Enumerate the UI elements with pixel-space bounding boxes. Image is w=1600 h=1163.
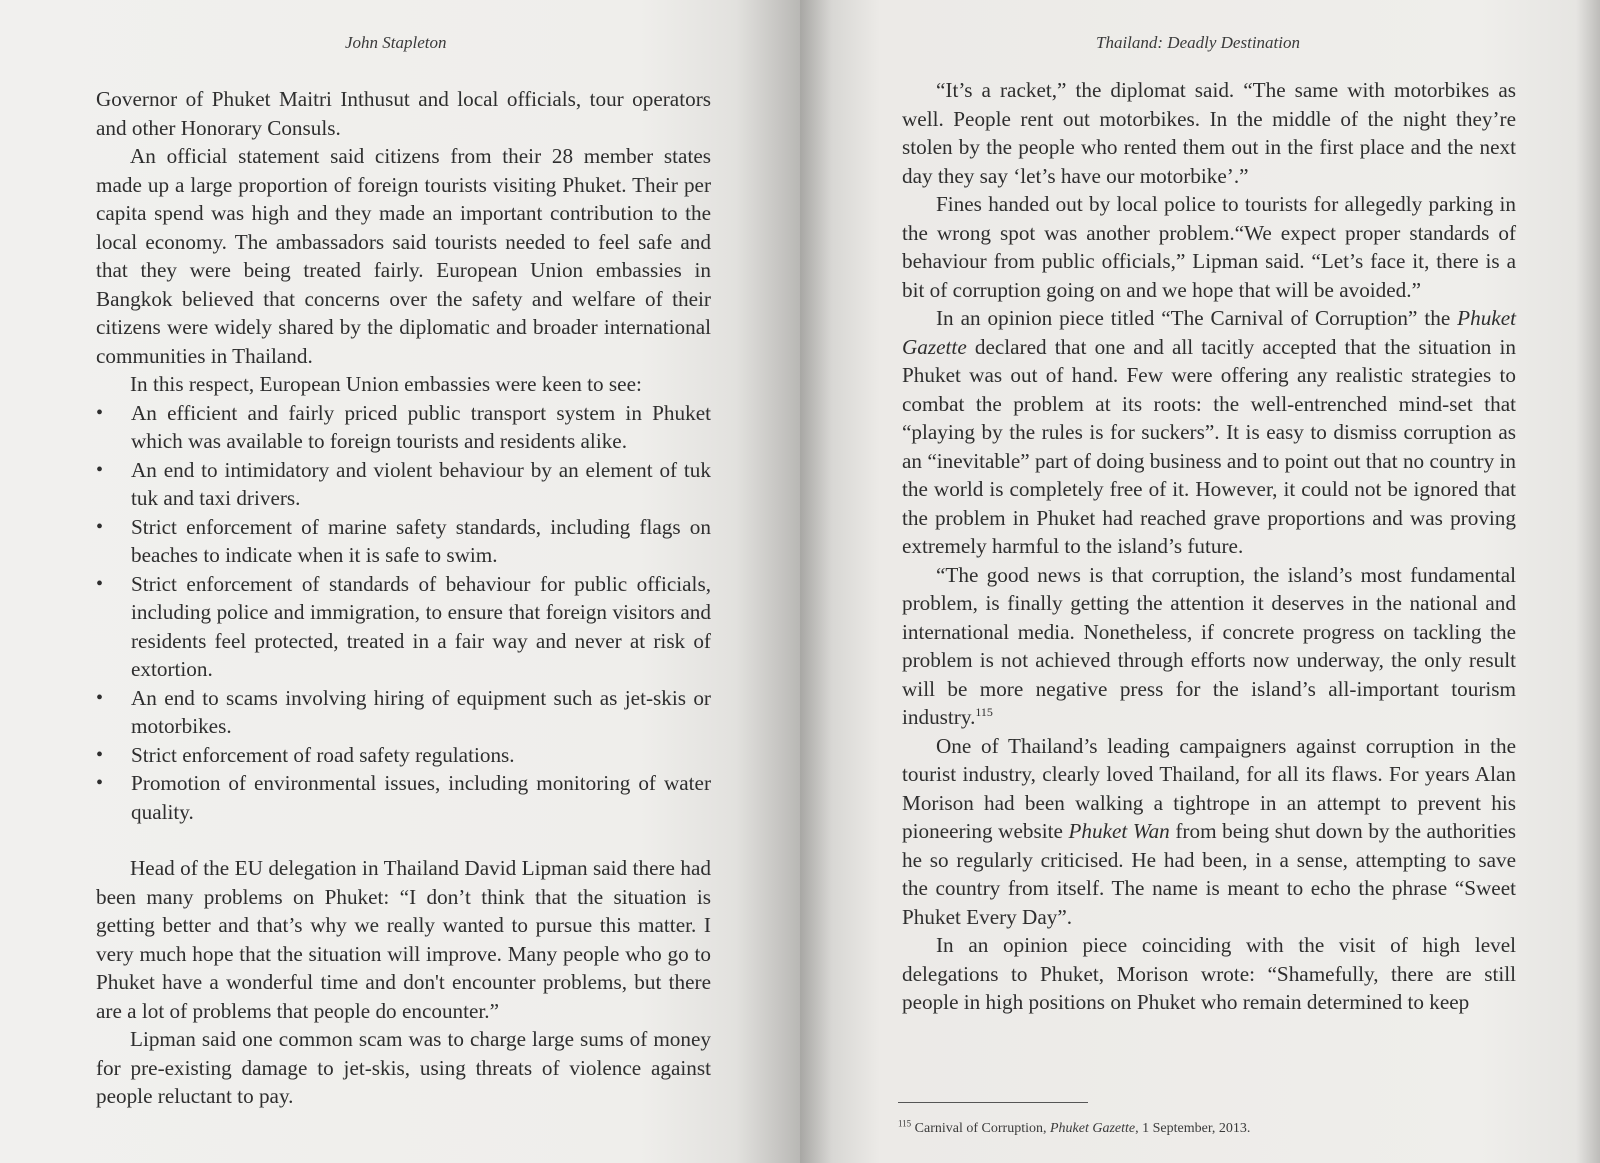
right-body-text xyxy=(902,76,1516,1017)
footnote-text: , 1 September, 2013. xyxy=(1135,1121,1251,1136)
paragraph: Governor of Phuket Maitri Inthusut and local officials, tour operators and other Honorary Consuls. xyxy=(96,87,711,140)
bullet-icon: • xyxy=(96,515,104,538)
footnote-number: 115 xyxy=(898,1118,912,1129)
bullet-icon: • xyxy=(96,458,104,481)
paragraph xyxy=(902,732,1516,932)
paragraph-text: In an opinion piece titled “The Carnival of Corruption” the xyxy=(936,306,1458,330)
bullet-icon: • xyxy=(96,572,104,595)
website-title: Phuket Wan xyxy=(1068,819,1170,843)
paragraph-text: “The good news is that corruption, the island’s most fundamental problem, is finally getting the attention it deserves in the national and international media. Nonetheless, if concrete progress on tackling the problem is not achieved through efforts now underway, the only result will be more negative press for the island’s all-important tourism industry. xyxy=(902,562,1516,729)
paragraph: In an opinion piece coinciding with the visit of high level delegations to Phuket, Morison wrote: “Shamefully, there are still people in high positions on Phuket who remain determined to keep xyxy=(902,933,1516,1014)
bullet-icon: • xyxy=(96,743,104,766)
list-item xyxy=(96,399,711,456)
list-item-text: An efficient and fairly priced public transport system in Phuket which was available to foreign tourists and residents alike. xyxy=(131,400,711,453)
paragraph: Head of the EU delegation in Thailand David Lipman said there had been many problems on Phuket: “I don’t think that the situation is getting better and that’s why we really wanted to pursue this matter. I very much hope that the situation will improve. Many people who go to Phuket have a wonderful time and don't encounter problems, but there are a lot of problems that people do encounter.” xyxy=(96,856,711,1023)
bullet-icon: • xyxy=(96,772,104,794)
footnote-divider xyxy=(898,1102,1088,1103)
list-item xyxy=(96,684,711,741)
list-item-text: Strict enforcement of standards of behaviour for public officials, including police and immigration, to ensure that foreign visitors and residents feel protected, treated in a fair way and never at risk of extortion. xyxy=(131,571,711,681)
paragraph-text: One of Thailand’s leading campaigners against corruption in the tourist industry, clearly loved Thailand, for all its flaws. For years Alan Morison had been walking a tightrope in an attempt to prevent his pioneering website xyxy=(902,733,1516,843)
footnote xyxy=(898,1118,1251,1137)
list-item-text: Strict enforcement of road safety regulations. xyxy=(131,742,515,767)
paragraph xyxy=(902,304,1516,561)
list-item xyxy=(96,769,711,826)
bullet-icon: • xyxy=(96,401,104,424)
paragraph: “It’s a racket,” the diplomat said. “The same with motorbikes as well. People rent out motorbikes. In the middle of the night they’re stolen by the people who rented them out in the first place and the next day they say ‘let’s have our motorbike’.” xyxy=(902,78,1516,188)
paragraph-text: declared that one and all tacitly accepted that the situation in Phuket was out of hand. Few were offering any realistic strategies to combat the problem at its roots: the well-entrenched mind-set that “playing by the rules is for suckers”. It is easy to dismiss corruption as an “inevitable” part of doing business and to point out that no country in the world is completely free of it. However, it could not be ignored that the problem in Phuket had reached grave proportions and was proving extremely harmful to the island’s future. xyxy=(902,334,1516,558)
footnote-publication: Phuket Gazette xyxy=(1049,1121,1136,1136)
running-head-title: Thailand: Deadly Destination xyxy=(1096,33,1300,52)
list-item-text: Promotion of environmental issues, including monitoring of water quality. xyxy=(131,771,711,824)
publication-title: Phuket Gazette xyxy=(902,306,1516,359)
list-item-text: An end to intimidatory and violent behaviour by an element of tuk tuk and taxi drivers. xyxy=(131,457,711,510)
paragraph-text: from being shut down by the authorities he so regularly criticised. He had been, in a sense, attempting to save the country from itself. The name is meant to echo the phrase “Sweet Phuket Every Day”. xyxy=(902,819,1516,929)
list-item xyxy=(96,741,711,770)
running-head-author: John Stapleton xyxy=(345,33,447,52)
left-body-text xyxy=(96,85,711,1111)
paragraph xyxy=(902,561,1516,732)
paragraph: An official statement said citizens from their 28 member states made up a large proportion of foreign tourists visiting Phuket. Their per capita spend was high and they made an important contribution to the local economy. The ambassadors said tourists needed to feel safe and that they were being treated fairly. European Union embassies in Bangkok believed that concerns over the safety and welfare of their citizens were widely shared by the diplomatic and broader international communities in Thailand. xyxy=(96,144,711,368)
paragraph: Fines handed out by local police to tourists for allegedly parking in the wrong spot was another problem.“We expect proper standards of behaviour from public officials,” Lipman said. “Let’s face it, there is a bit of corruption going on and we hope that will be avoided.” xyxy=(902,192,1516,302)
list-item-text: An end to scams involving hiring of equipment such as jet-skis or motorbikes. xyxy=(131,685,711,738)
paragraph: Lipman said one common scam was to charge large sums of money for pre-existing damage to jet-skis, using threats of violence against people reluctant to pay. xyxy=(96,1027,711,1108)
footnote-reference[interactable]: 115 xyxy=(975,704,993,719)
footnote-text: Carnival of Corruption, xyxy=(911,1121,1050,1136)
list-item xyxy=(96,513,711,570)
right-page xyxy=(800,0,1600,1163)
bullet-icon: • xyxy=(96,686,104,709)
list-item xyxy=(96,456,711,513)
section-gap xyxy=(96,826,711,854)
list-item xyxy=(96,570,711,684)
bullet-list xyxy=(96,399,711,827)
paragraph: In this respect, European Union embassies were keen to see: xyxy=(130,372,642,396)
list-item-text: Strict enforcement of marine safety standards, including flags on beaches to indicate when it is safe to swim. xyxy=(131,514,711,567)
